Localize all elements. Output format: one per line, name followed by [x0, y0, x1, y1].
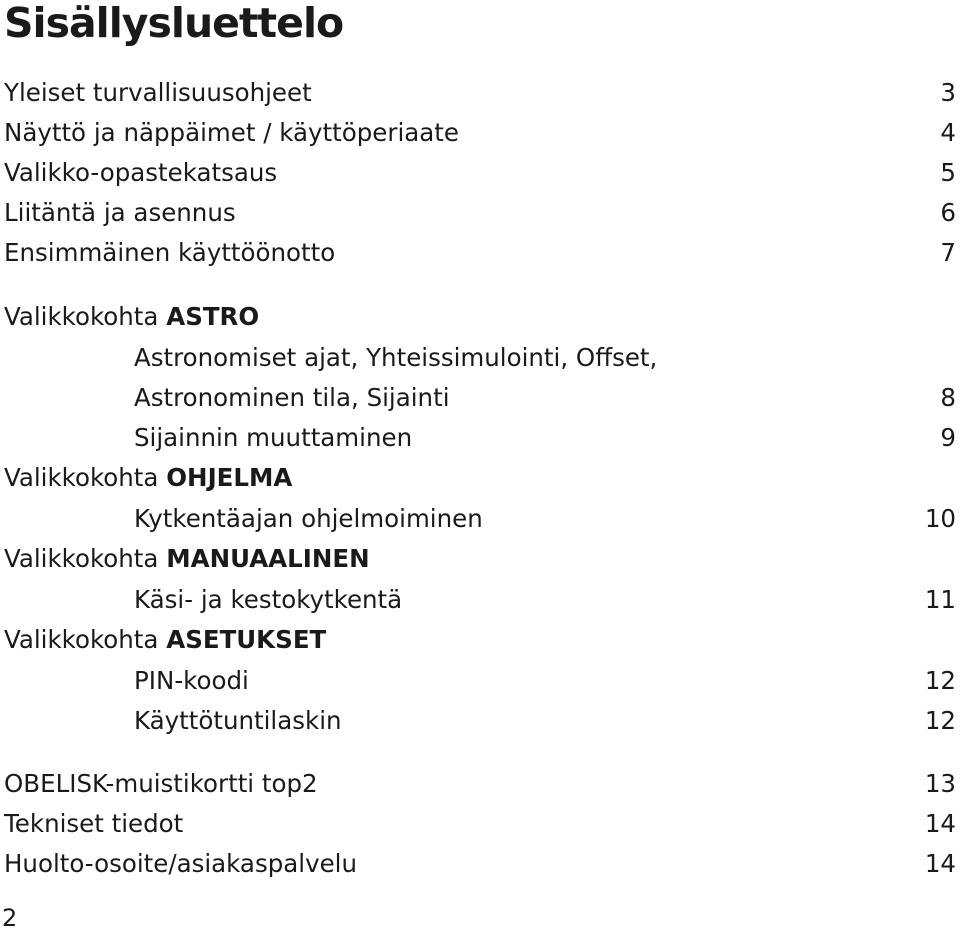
- toc-subentry: [0, 338, 960, 378]
- toc-entry-page: 14: [924, 809, 956, 838]
- toc-entry-label: Liitäntä ja asennus: [4, 198, 236, 227]
- menu-keyword: ASTRO: [166, 302, 260, 331]
- toc-entry-page: 5: [940, 158, 956, 187]
- toc-entry-page: 6: [940, 198, 956, 227]
- toc-entry-page: 3: [940, 78, 956, 107]
- toc-section-asetukset: [0, 620, 960, 660]
- toc-subentry: [0, 378, 960, 418]
- menu-keyword: OHJELMA: [166, 463, 293, 492]
- menu-prefix: Valikkokohta: [4, 302, 159, 331]
- toc-entry-label: OBELISK-muistikortti top2: [4, 769, 318, 798]
- toc-section-heading: [4, 458, 292, 498]
- toc-subentry: [0, 580, 960, 620]
- toc-entry-page: 11: [924, 585, 956, 614]
- toc-subentry-label: Käsi- ja kestokytkentä: [134, 585, 403, 614]
- toc-entry-label: Yleiset turvallisuusohjeet: [4, 78, 312, 107]
- menu-prefix: Valikkokohta: [4, 463, 159, 492]
- toc-entry-page: 12: [924, 666, 956, 695]
- toc-entry-label: Näyttö ja näppäimet / käyttöperiaate: [4, 118, 459, 147]
- toc-entry-label: Huolto-osoite/asiakaspalvelu: [4, 849, 357, 878]
- toc-entry-page: 10: [924, 504, 956, 533]
- toc-entry: [0, 844, 960, 884]
- toc-entry: [0, 764, 960, 804]
- menu-prefix: Valikkokohta: [4, 544, 159, 573]
- toc-entry: [0, 153, 960, 193]
- toc-subentry: [0, 418, 960, 458]
- toc-entry: [0, 113, 960, 153]
- toc-subentry-label: Astronomiset ajat, Yhteissimulointi, Offset,: [134, 343, 658, 372]
- toc-entry-label: Ensimmäinen käyttöönotto: [4, 238, 336, 267]
- toc-entry-page: 8: [940, 383, 956, 412]
- page-title: Sisällysluettelo: [4, 0, 344, 47]
- toc-entry: [0, 193, 960, 233]
- toc-entry-label: Valikko-opastekatsaus: [4, 158, 278, 187]
- toc-entry: [0, 73, 960, 113]
- toc-section-heading: [4, 297, 259, 337]
- toc-entry-page: 4: [940, 118, 956, 147]
- menu-keyword: MANUAALINEN: [166, 544, 370, 573]
- toc-subentry-label: Sijainnin muuttaminen: [134, 423, 413, 452]
- toc-section-manuaalinen: [0, 539, 960, 579]
- toc-entry-page: 13: [924, 769, 956, 798]
- toc-entry-page: 12: [924, 706, 956, 735]
- toc-entry: [0, 804, 960, 844]
- menu-keyword: ASETUKSET: [166, 625, 327, 654]
- toc-entry-label: Tekniset tiedot: [4, 809, 184, 838]
- toc-entry-page: 14: [924, 849, 956, 878]
- toc-subentry-label: Astronominen tila, Sijainti: [134, 383, 450, 412]
- toc-section-heading: [4, 539, 370, 579]
- toc-subentry: [0, 701, 960, 741]
- page-number: 2: [2, 904, 18, 932]
- toc-subentry: [0, 661, 960, 701]
- toc-subentry: [0, 499, 960, 539]
- toc-subentry-label: PIN-koodi: [134, 666, 249, 695]
- toc-subentry-label: Käyttötuntilaskin: [134, 706, 342, 735]
- toc-section-heading: [4, 620, 326, 660]
- toc-section-astro: [0, 297, 960, 337]
- toc-entry: [0, 233, 960, 273]
- toc-subentry-label: Kytkentäajan ohjelmoiminen: [134, 504, 483, 533]
- toc-entry-page: 9: [940, 423, 956, 452]
- toc-entry-page: 7: [940, 238, 956, 267]
- toc-section-ohjelma: [0, 458, 960, 498]
- menu-prefix: Valikkokohta: [4, 625, 159, 654]
